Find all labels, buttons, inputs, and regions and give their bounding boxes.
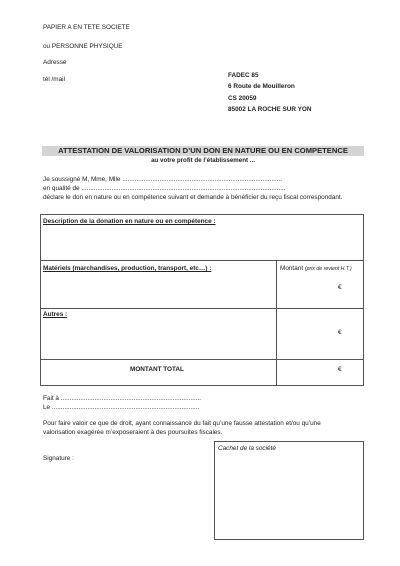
amount-label: Montant bbox=[280, 265, 304, 272]
total-label: MONTANT TOTAL bbox=[130, 366, 184, 373]
amount-note: (prix de revient H.T.) bbox=[304, 266, 352, 272]
date-line: Le ................................................................................... bbox=[43, 404, 200, 411]
currency-symbol: € bbox=[338, 284, 342, 291]
table-divider bbox=[40, 359, 364, 360]
others-label: Autres : bbox=[43, 311, 68, 318]
document-title: ATTESTATION DE VALORISATION D’UN DON EN NATURE OU EN COMPETENCE bbox=[42, 146, 364, 156]
recipient-address bbox=[228, 70, 311, 115]
letterhead-line: PAPIER A EN TETE SOCIETE bbox=[43, 24, 130, 31]
table-column-divider bbox=[276, 260, 277, 386]
document-subtitle: au votre profit de l’établissement ... bbox=[151, 157, 255, 164]
recipient-name: FADEC 85 bbox=[228, 72, 259, 79]
table-divider bbox=[40, 260, 364, 261]
recipient-city: 85002 LA ROCHE SUR YON bbox=[228, 105, 312, 113]
address-line: Adresse bbox=[43, 59, 67, 66]
declaration-statement: déclare le don en nature ou en compétence suivant et demande à bénéficier du reçu fiscal correspondant. bbox=[43, 194, 343, 201]
contact-line: tél /mail bbox=[43, 76, 66, 83]
currency-symbol: € bbox=[338, 366, 342, 373]
company-stamp-box bbox=[214, 441, 364, 540]
currency-symbol: € bbox=[338, 329, 342, 336]
signature-label: Signature : bbox=[43, 455, 74, 462]
place-line: Fait à ............................................................................... bbox=[43, 395, 202, 402]
table-divider bbox=[40, 308, 364, 309]
legal-notice-line: valorisation exagérée m’exposeraient à des poursuites fiscales. bbox=[43, 429, 223, 436]
description-label: Description de la donation en nature ou en compétence : bbox=[43, 218, 216, 225]
declarant-name-line: Je soussigné M, Mme, Mlle .......................................................................................... bbox=[43, 176, 282, 183]
declarant-role-line: en qualité de ................................................................................................................... bbox=[43, 185, 286, 192]
legal-notice-line: Pour faire valoir ce que de droit, ayant connaissance du fait qu’une fausse attestation et/ou qu’une bbox=[43, 420, 321, 427]
amount-header bbox=[280, 265, 352, 273]
person-line: ou PERSONNE PHYSIQUE bbox=[43, 43, 123, 50]
materials-label: Matériels (marchandises, production, transport, etc…) : bbox=[43, 265, 212, 272]
company-stamp-label: Cachet de la société bbox=[218, 445, 276, 452]
recipient-street: 6 Route de Mouilleron bbox=[228, 83, 295, 91]
recipient-cs: CS 20059 bbox=[228, 94, 257, 102]
donation-table bbox=[40, 214, 364, 386]
